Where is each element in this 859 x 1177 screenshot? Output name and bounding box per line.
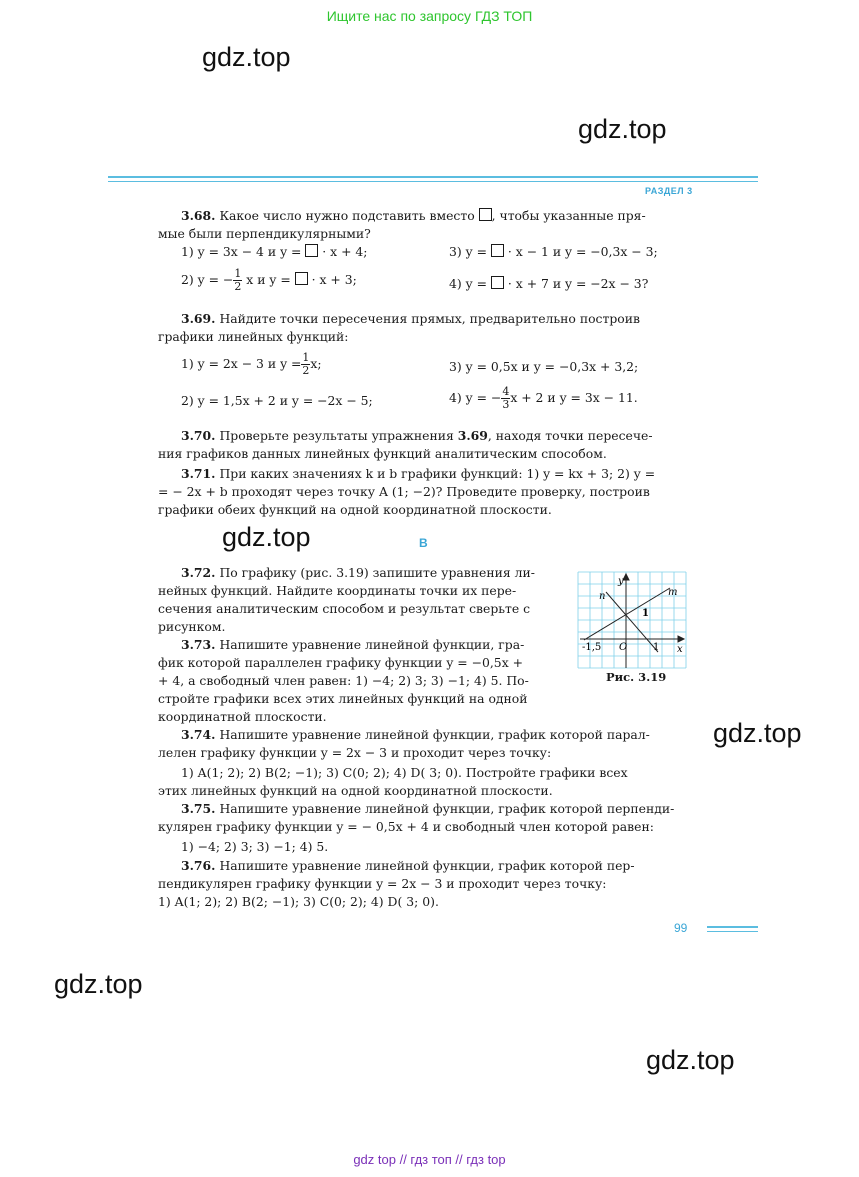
problem-3-72-line3: сечения аналитическим способом и результат сверьте с (158, 601, 531, 616)
blank-box (295, 272, 308, 285)
problem-number: 3.71. (181, 466, 216, 481)
item-text: x; (310, 356, 322, 371)
label-n: n (599, 591, 606, 602)
page-number-rule (707, 931, 758, 932)
footer-links[interactable]: gdz top // гдз топ // гдз top (353, 1152, 506, 1167)
problem-3-73-line4: стройте графики всех этих линейных функций на одной (158, 691, 528, 706)
problem-3-74-line1 (181, 725, 650, 744)
watermark: gdz.top (713, 718, 802, 748)
blank-box (479, 208, 492, 221)
problem-3-73-line5: координатной плоскости. (158, 709, 327, 724)
problem-3-70-line2: ния графиков данных линейных функций аналитическим способом. (158, 446, 607, 461)
top-banner[interactable]: Ищите нас по запросу ГДЗ ТОП (326, 8, 533, 24)
problem-3-70-line1 (181, 426, 653, 445)
label-y: y (618, 576, 624, 587)
item-text: · x + 3; (311, 272, 357, 287)
label-neg: -1,5 (582, 642, 602, 653)
problem-3-76-line1 (181, 856, 635, 875)
figure-caption: Рис. 3.19 (606, 670, 667, 684)
blank-box (305, 244, 318, 257)
problem-3-74-line4: этих линейных функций на одной координатной плоскости. (158, 783, 553, 798)
watermark: gdz.top (646, 1045, 735, 1075)
page-number-rule (707, 926, 758, 928)
problem-number: 3.68. (181, 208, 216, 223)
problem-text: Напишите уравнение линейной функции, гра- (219, 637, 525, 652)
figure-3-19 (576, 570, 688, 670)
item-text: 3) y = (449, 244, 487, 259)
problem-number: 3.72. (181, 565, 216, 580)
problem-text: , находя точки пересече- (487, 428, 653, 443)
problem-3-71-line2: = − 2x + b проходят через точку A (1; −2)? Проведите проверку, построив (158, 484, 650, 499)
item-text: 4) y = (449, 276, 487, 291)
item-3 (449, 244, 658, 259)
problem-3-72-line1 (181, 563, 535, 582)
problem-3-71-line1 (181, 464, 655, 483)
problem-number: 3.74. (181, 727, 216, 742)
item-text: · x − 1 и y = −0,3x − 3; (507, 244, 658, 259)
item-1 (181, 352, 322, 377)
problem-3-73-line3: + 4, а свободный член равен: 1) −4; 2) 3; 3) −1; 4) 5. По- (158, 673, 529, 688)
problem-3-74-line2: лелен графику функции y = 2x − 3 и проходит через точку: (158, 745, 552, 760)
problem-text: , чтобы указанные пря- (491, 208, 646, 223)
label-origin: O (619, 642, 628, 653)
difficulty-level: B (419, 536, 428, 550)
problem-3-73-line1 (181, 635, 524, 654)
blank-box (491, 276, 504, 289)
problem-number: 3.76. (181, 858, 216, 873)
problem-3-75-line1 (181, 799, 674, 818)
label-one-y: 1 (642, 608, 649, 619)
watermark: gdz.top (222, 522, 311, 552)
fraction: $\frac{1}{2}$ (302, 351, 310, 377)
watermark: gdz.top (578, 114, 667, 144)
item-text: · x + 7 и y = −2x − 3? (507, 276, 649, 291)
item-text: x + 2 и y = 3x − 11. (510, 390, 638, 405)
problem-number: 3.69. (181, 311, 216, 326)
item-text: x и y = (246, 272, 291, 287)
problem-3-72-line4: рисунком. (158, 619, 226, 634)
item-text: 1) y = 2x − 3 и y = (181, 356, 302, 371)
problem-3-75-line2: кулярен графику функции y = − 0,5x + 4 и свободный член которой равен: (158, 819, 654, 834)
problem-text: Проверьте результаты упражнения (219, 428, 454, 443)
problem-text: По графику (рис. 3.19) запишите уравнения ли- (219, 565, 535, 580)
item-text: 2) y = − (181, 272, 234, 287)
label-x: x (677, 644, 683, 655)
problem-3-74-line3: 1) A(1; 2); 2) B(2; −1); 3) C(0; 2); 4) D( 3; 0). Постройте графики всех (181, 765, 628, 780)
problem-3-68-line2: мые были перпендикулярными? (158, 226, 371, 241)
problem-3-76-line2: пендикулярен графику функции y = 2x − 3 и проходит через точку: (158, 876, 607, 891)
problem-text: Напишите уравнение линейной функции, график которой парал- (219, 727, 650, 742)
blank-box (491, 244, 504, 257)
item-2: 2) y = 1,5x + 2 и y = −2x − 5; (181, 393, 373, 408)
item-text: 1) y = 3x − 4 и y = (181, 244, 302, 259)
problem-number: 3.73. (181, 637, 216, 652)
item-3: 3) y = 0,5x и y = −0,3x + 3,2; (449, 359, 639, 374)
problem-3-71-line3: графики обеих функций на одной координатной плоскости. (158, 502, 552, 517)
watermark: gdz.top (54, 969, 143, 999)
x-axis-arrow (678, 636, 684, 642)
item-4 (449, 386, 638, 411)
item-2 (181, 268, 357, 293)
section-label: РАЗДЕЛ 3 (645, 186, 693, 196)
problem-text: Какое число нужно подставить вместо (219, 208, 475, 223)
item-1 (181, 244, 367, 259)
problem-3-76-line3: 1) A(1; 2); 2) B(2; −1); 3) C(0; 2); 4) D( 3; 0). (158, 894, 439, 909)
header-rule (108, 181, 758, 182)
problem-ref: 3.69 (457, 428, 488, 443)
problem-3-69-line1 (181, 309, 640, 328)
fraction: $\frac{4}{3}$ (502, 385, 510, 411)
problem-number: 3.70. (181, 428, 216, 443)
problem-text: Напишите уравнение линейной функции, график которой пер- (219, 858, 635, 873)
item-text: · x + 4; (322, 244, 368, 259)
fraction: $\frac{1}{2}$ (234, 267, 242, 293)
label-m: m (668, 587, 678, 598)
watermark: gdz.top (202, 42, 291, 72)
problem-3-69-line2: графики линейных функций: (158, 329, 349, 344)
problem-text: При каких значениях k и b графики функций: 1) y = kx + 3; 2) y = (219, 466, 656, 481)
problem-3-72-line2: нейных функций. Найдите координаты точки их пере- (158, 583, 517, 598)
problem-text: Напишите уравнение линейной функции, график которой перпенди- (219, 801, 675, 816)
y-axis-arrow (623, 574, 629, 580)
header-rule (108, 176, 758, 178)
page-number: 99 (674, 921, 688, 935)
problem-3-75-line3: 1) −4; 2) 3; 3) −1; 4) 5. (181, 839, 329, 854)
problem-3-73-line2: фик которой параллелен графику функции y = −0,5x + (158, 655, 523, 670)
item-4 (449, 276, 648, 291)
label-one-x: 1 (653, 642, 660, 653)
problem-3-68-line1 (181, 206, 646, 225)
item-text: 4) y = − (449, 390, 502, 405)
problem-number: 3.75. (181, 801, 216, 816)
problem-text: Найдите точки пересечения прямых, предварительно построив (219, 311, 640, 326)
